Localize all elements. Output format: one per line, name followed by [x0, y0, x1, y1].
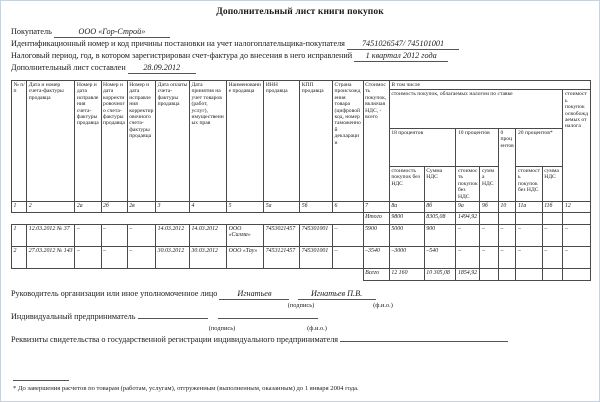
th-10-cost-no-vat: стоимость покупок без НДС — [456, 166, 480, 201]
th-rate-10: 10 процентов — [456, 128, 499, 166]
itogo-c11b — [563, 213, 591, 225]
entrepreneur-signature-blank — [138, 309, 208, 319]
column-number-row — [12, 202, 591, 213]
colnum-11b: 11б — [542, 202, 563, 213]
row-20-vat: – — [542, 225, 563, 247]
row-0-percent: – — [499, 225, 516, 247]
vsego-spacer — [12, 269, 364, 281]
vsego-c11a — [542, 269, 563, 281]
th-adjust-invoice-number-date: Номер и дата корректировочного счета-фактуры продавца — [101, 81, 127, 202]
row-acceptance-date: 14.03.2012 — [189, 225, 226, 247]
entrepreneur-captions — [11, 323, 589, 332]
colnum-9b: 9б — [480, 202, 499, 213]
footnote-block — [13, 380, 359, 393]
vsego-c11b — [563, 269, 591, 281]
table-row — [12, 247, 591, 269]
buyer-label: Покупатель — [11, 27, 52, 36]
row-10-cost: – — [456, 247, 480, 269]
row-seller-name: ООО «Тау» — [227, 247, 264, 269]
colnum-2: 2 — [27, 202, 75, 213]
entrepreneur-label: Индивидуальный предприниматель — [11, 312, 136, 321]
colnum-1: 1 — [12, 202, 27, 213]
th-group-including: В том числе — [389, 81, 590, 90]
row-payment-date: 14.03.2012 — [156, 225, 190, 247]
itogo-c9b — [499, 213, 516, 225]
colnum-5b: 5б — [300, 202, 333, 213]
inn-value: 7451026547/ 745101001 — [347, 39, 459, 50]
row-payment-date: 30.03.2012 — [156, 247, 190, 269]
colnum-12: 12 — [563, 202, 591, 213]
head-captions — [11, 300, 589, 309]
footnote-rule — [13, 380, 69, 381]
row-seller-name: ООО «Силма» — [227, 225, 264, 247]
itogo-c8a: 8305,08 — [424, 213, 456, 225]
colnum-8b: 8б — [424, 202, 456, 213]
th-20-cost-no-vat: стоимость покупок без НДС — [516, 166, 542, 201]
row-adjust-invoice: – — [101, 247, 127, 269]
row-10-vat: – — [480, 225, 499, 247]
row-origin: – — [333, 247, 364, 269]
row-exempt: – — [563, 225, 591, 247]
th-18-vat-sum: Сумма НДС — [424, 166, 456, 201]
itogo-c10 — [516, 213, 542, 225]
inn-line — [11, 38, 589, 50]
row-seller-kpp: 745301001 — [300, 225, 333, 247]
itogo-c8b: 1494,92 — [456, 213, 480, 225]
colnum-5: 5 — [227, 202, 264, 213]
signature-section — [11, 288, 589, 346]
caption-signature: (подпись) — [208, 325, 236, 332]
colnum-2b: 2б — [101, 202, 127, 213]
row-correction: – — [75, 247, 101, 269]
th-18-cost-no-vat: стоимость покупок без НДС — [389, 166, 424, 201]
row-total-with-vat: 5900 — [363, 225, 389, 247]
row-seller-kpp: 745301001 — [300, 247, 333, 269]
th-rate-18: 18 процентов — [389, 128, 456, 166]
row-correction: – — [75, 225, 101, 247]
colnum-3: 3 — [156, 202, 190, 213]
row-0-percent: – — [499, 247, 516, 269]
row-20-cost: – — [516, 225, 542, 247]
compiled-line — [11, 62, 589, 74]
page-title: Дополнительный лист книги покупок — [216, 7, 384, 17]
th-group-taxed: стоимость покупок, облагаемых налогом по ставке — [389, 90, 563, 128]
vsego-c8b: 1854,92 — [456, 269, 480, 281]
period-value: 1 квартал 2012 года — [354, 51, 448, 62]
colnum-9a: 9а — [456, 202, 480, 213]
th-rate-0: 0 процентов — [499, 128, 516, 201]
itogo-c7: 9800 — [389, 213, 424, 225]
row-adjust-correction: – — [127, 247, 155, 269]
colnum-11a: 11а — [516, 202, 542, 213]
head-signature-line — [11, 288, 589, 300]
row-invoice: 12.03.2012 № 37 — [27, 225, 75, 247]
vsego-c9b — [499, 269, 516, 281]
th-seller-name: Наименование продавца — [227, 81, 264, 202]
row-origin: – — [333, 225, 364, 247]
th-seller-inn: ИНН продавца — [264, 81, 300, 202]
purchase-book-table — [11, 80, 591, 281]
caption-fio: (ф.и.о.) — [307, 325, 327, 332]
row-18-vat: –540 — [424, 247, 456, 269]
row-invoice: 27.03.2012 № 143 — [27, 247, 75, 269]
th-origin-country: Страна происхождения товара (цифровой код, номер таможенной декларации — [333, 81, 364, 202]
row-20-cost: – — [516, 247, 542, 269]
th-10-vat-sum: сумма НДС — [480, 166, 499, 201]
th-seller-kpp: КПП продавца — [300, 81, 333, 202]
row-18-cost: –3000 — [389, 247, 424, 269]
vsego-label: Всего — [363, 269, 389, 281]
th-rate-20: 20 процентов* — [516, 128, 563, 166]
compiled-value: 28.09.2012 — [128, 63, 196, 74]
vsego-row — [12, 269, 591, 281]
th-adjust-correction-number-date: Номер и дата исправления корректировочного счета-фактуры продавца — [127, 81, 155, 202]
th-total-with-vat: Стоимость покупок, включая НДС, - всего — [363, 81, 389, 202]
compiled-label: Дополнительный лист составлен — [11, 63, 126, 72]
th-tax-exempt: стоимость покупок освобождаемых от налога — [563, 90, 591, 202]
colnum-2a: 2а — [75, 202, 101, 213]
colnum-4: 4 — [189, 202, 226, 213]
buyer-line — [11, 26, 589, 38]
caption-signature: (подпись) — [287, 302, 315, 309]
head-name: Игнатьев П.В. — [298, 289, 376, 300]
row-seller-inn: 7453121457 — [264, 247, 300, 269]
colnum-2v: 2в — [127, 202, 155, 213]
row-total-with-vat: –3540 — [363, 247, 389, 269]
th-20-vat-sum: сумма НДС — [542, 166, 563, 201]
itogo-spacer — [12, 213, 364, 225]
footnote-text: * До завершения расчетов по товарам (работам, услугам), отгруженным (выполненным, оказанным) до 1 января 2004 года. — [13, 385, 359, 392]
vsego-c8a: 10 305,08 — [424, 269, 456, 281]
row-18-vat: 900 — [424, 225, 456, 247]
itogo-row — [12, 213, 591, 225]
caption-fio: (ф.и.о.) — [373, 302, 393, 309]
head-label: Руководитель организации или иное уполномоченное лицо — [11, 289, 218, 298]
th-acceptance-date: Дата принятия на учет товаров (работ, услуг), имущественных прав — [189, 81, 226, 202]
vsego-c7: 12 160 — [389, 269, 424, 281]
colnum-8a: 8а — [389, 202, 424, 213]
th-correction-number-date: Номер и дата исправления счета-фактуры продавца — [75, 81, 101, 202]
colnum-5a: 5а — [264, 202, 300, 213]
itogo-c9a — [480, 213, 499, 225]
row-exempt: – — [563, 247, 591, 269]
buyer-value: ООО «Гор-Строй» — [54, 27, 170, 38]
period-label: Налоговый период, год, в котором зарегистрирован счет-фактура до внесения в него исправлений — [11, 51, 353, 60]
row-18-cost: 5000 — [389, 225, 424, 247]
row-10-vat: – — [480, 247, 499, 269]
row-seller-inn: 7453021457 — [264, 225, 300, 247]
row-adjust-correction: – — [127, 225, 155, 247]
th-payment-date: Дата оплаты счета-фактуры продавца — [156, 81, 190, 202]
row-num: 2 — [12, 247, 27, 269]
inn-label: Идентификационный номер и код причины постановки на учет налогоплательщика-покупателя — [11, 39, 345, 48]
row-acceptance-date: 30.03.2012 — [189, 247, 226, 269]
row-10-cost: – — [456, 225, 480, 247]
itogo-c11a — [542, 213, 563, 225]
row-num: 1 — [12, 225, 27, 247]
head-signature: Игнатьев — [219, 289, 289, 300]
table-row — [12, 225, 591, 247]
colnum-10: 10 — [499, 202, 516, 213]
requisites-label: Реквизиты свидетельства о государственной регистрации индивидуального предпринимателя — [11, 335, 339, 344]
colnum-7: 7 — [363, 202, 389, 213]
vsego-c10 — [516, 269, 542, 281]
itogo-label: Итого — [363, 213, 389, 225]
row-20-vat: – — [542, 247, 563, 269]
th-num: № п/п — [12, 81, 27, 202]
table-header-row — [12, 81, 591, 90]
colnum-6: 6 — [333, 202, 364, 213]
vsego-c9a — [480, 269, 499, 281]
row-adjust-invoice: – — [101, 225, 127, 247]
period-line — [11, 50, 589, 62]
th-invoice-date-number: Дата и номер счета-фактуры продавца — [27, 81, 75, 202]
